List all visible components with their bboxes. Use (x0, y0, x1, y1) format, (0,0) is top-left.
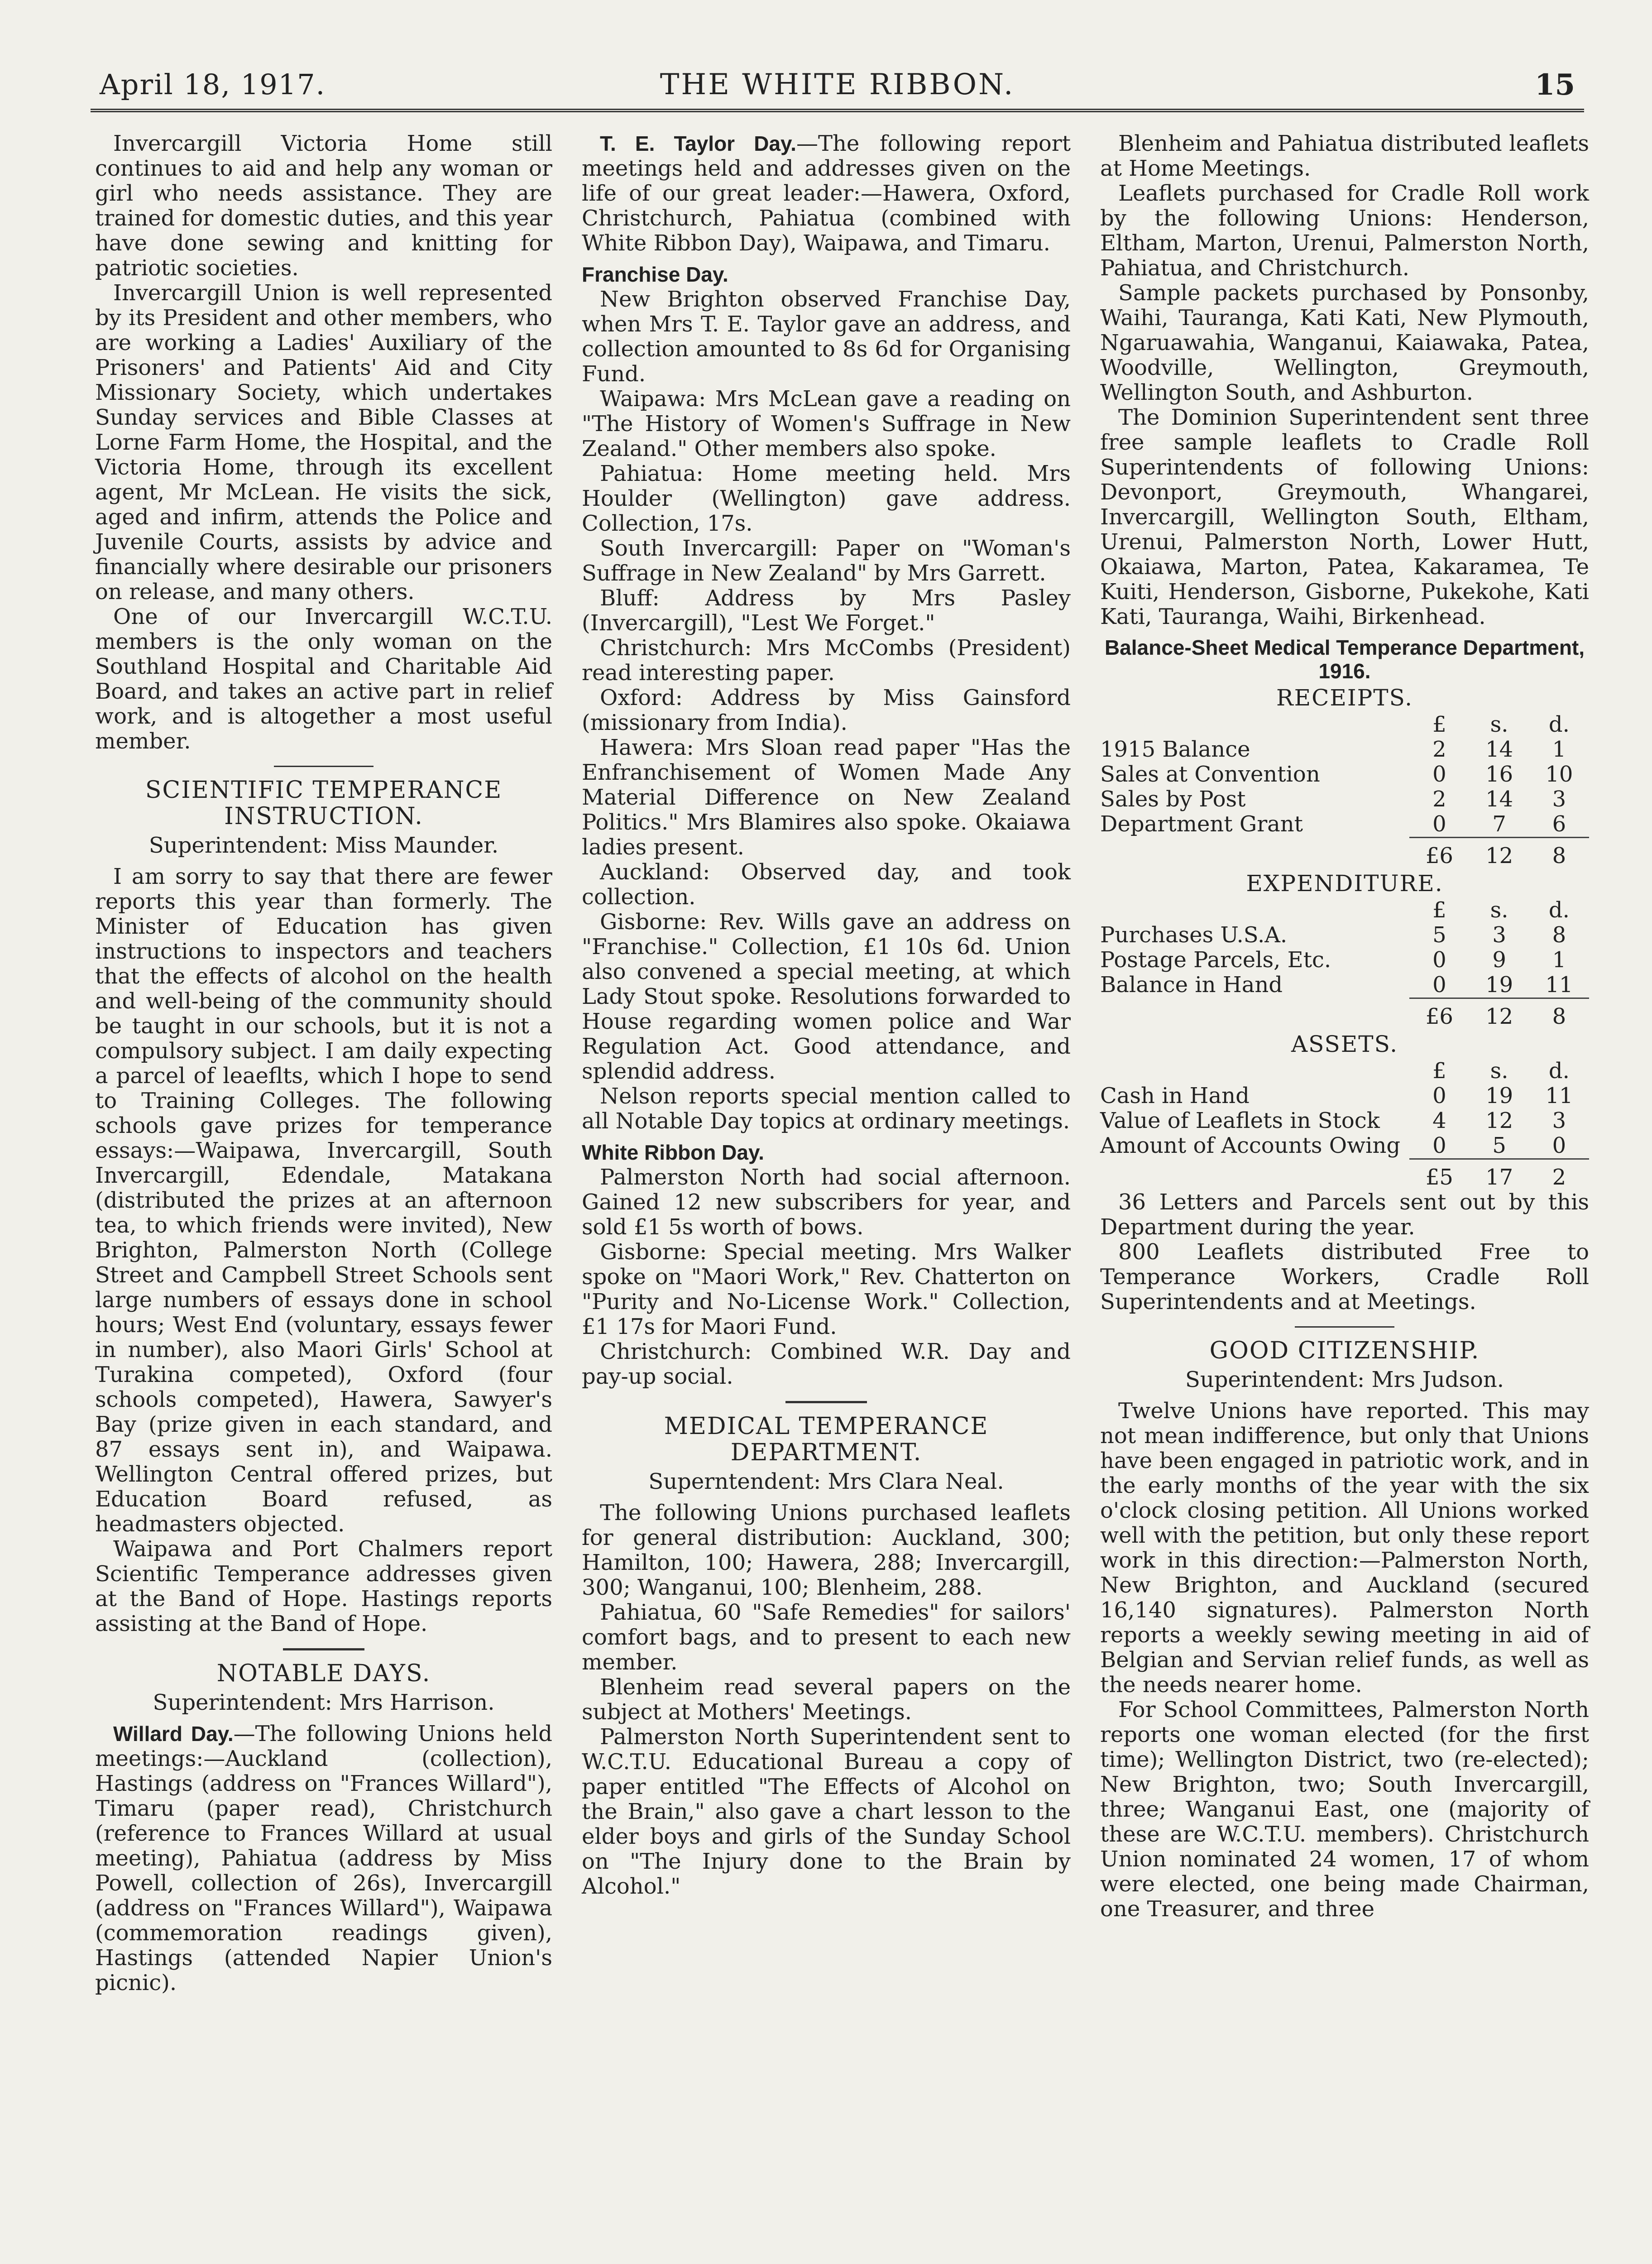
row-label: Purchases U.S.A. (1100, 922, 1288, 948)
pence-cell: 3 (1552, 787, 1566, 812)
shillings-cell: 5 (1492, 1133, 1506, 1158)
pounds-cell: 2 (1432, 787, 1446, 812)
section-title-scientific-temperance: SCIENTIFIC TEMPERANCE INSTRUCTION. (145, 777, 503, 830)
paragraph: Christchurch: Combined W.R. Day and pay-up social. (582, 1339, 1071, 1389)
table-row (1100, 1108, 1589, 1133)
publication-title: THE WHITE RIBBON. (660, 68, 1015, 101)
row-label: Sales by Post (1100, 787, 1246, 812)
paragraph: Palmerston North Superintendent sent to W.C.T.U. Educational Bureau a copy of paper entitled "The Effects of Alcohol on the Brain," also gave a chart lesson to the elder boys and girls of the Sunday School on "The Injury done to the Brain by Alcohol." (582, 1724, 1071, 1899)
table-row (1100, 973, 1589, 998)
row-label: Sales at Convention (1100, 762, 1320, 787)
shillings-cell: 3 (1492, 922, 1506, 948)
paragraph: 800 Leaflets distributed Free to Temperance Workers, Cradle Roll Superintendents and at Meetings. (1100, 1239, 1589, 1314)
paragraph: Oxford: Address by Miss Gainsford (missionary from India). (582, 685, 1071, 735)
subheading-franchise-day: Franchise Day. (582, 263, 728, 286)
paragraph: Blenheim read several papers on the subject at Mothers' Meetings. (582, 1674, 1071, 1725)
pence-total: 8 (1529, 838, 1589, 869)
table-row (1100, 948, 1589, 973)
paragraph: Pahiatua, 60 "Safe Remedies" for sailors' comfort bags, and to present to each new member. (582, 1600, 1071, 1675)
row-label: Cash in Hand (1100, 1083, 1250, 1108)
table-row (1100, 923, 1589, 948)
paragraph: Twelve Unions have reported. This may not mean indifference, but only that Unions have been engaged in patriotic work, and in the early months of the year with the six o'clock closing petition. All Unions worked well with the petition, but only these report work in this direction:—Palmerston North, New Brighton, and Auckland (secured 16,140 signatures). Palmerston North reports a weekly sewing meeting in aid of Belgian and Servian relief funds, as well as the needs nearer home. (1100, 1398, 1589, 1698)
superintendent-line: Superintendent: Miss Maunder. (148, 833, 499, 858)
table-row (1100, 787, 1589, 812)
issue-date: April 18, 1917. (100, 68, 326, 101)
receipts-table (1100, 712, 1589, 868)
paragraph-text: —The following report meetings held and addresses given on the life of our great leader:—Hawera, Oxford, Christchurch, Pahiatua (combined with White Ribbon Day), Waipawa, and Timaru. (582, 131, 1071, 256)
subheading-white-ribbon-day: White Ribbon Day. (582, 1141, 764, 1164)
pounds-cell: 0 (1432, 811, 1446, 837)
pence-header: d. (1548, 897, 1570, 923)
pence-cell: 1 (1552, 947, 1566, 973)
shillings-cell: 14 (1485, 787, 1513, 812)
row-label: Amount of Accounts Owing (1100, 1133, 1401, 1158)
pence-cell: 1 (1552, 737, 1566, 762)
paragraph: New Brighton observed Franchise Day, when Mrs T. E. Taylor gave an address, and collection amounted to 8s 6d for Organising Fund. (582, 287, 1071, 387)
column-header-row (1100, 712, 1589, 737)
superintendent-line: Superntendent: Mrs Clara Neal. (648, 1469, 1004, 1494)
pounds-total: £6 (1409, 998, 1469, 1030)
shillings-cell: 7 (1492, 811, 1506, 837)
page-number: 15 (1534, 68, 1575, 102)
pounds-header: £ (1432, 1058, 1446, 1084)
paragraph: Leaflets purchased for Cradle Roll work by the following Unions: Henderson, Eltham, Marton, Urenui, Palmerston North, Pahiatua, and Christchurch. (1100, 181, 1589, 281)
pounds-cell: 5 (1432, 922, 1446, 948)
pence-cell: 0 (1552, 1133, 1566, 1158)
expenditure-heading: EXPENDITURE. (1246, 870, 1443, 897)
paragraph: 36 Letters and Parcels sent out by this Department during the year. (1100, 1190, 1589, 1240)
divider (1295, 1326, 1394, 1328)
assets-table (1100, 1059, 1589, 1190)
total-row (1100, 1159, 1589, 1190)
paragraph: Auckland: Observed day, and took collection. (582, 859, 1071, 910)
divider (785, 1401, 867, 1403)
paragraph: Waipawa and Port Chalmers report Scientific Temperance addresses given at the Band of Hope. Hastings reports assisting at the Band of Hope. (95, 1536, 552, 1636)
page-header (91, 59, 1584, 112)
pounds-cell: 0 (1432, 1133, 1446, 1158)
paragraph: Gisborne: Rev. Wills gave an address on "Franchise." Collection, £1 10s 6d. Union also convened a special meeting, at which Lady Stout spoke. Resolutions forwarded to House regarding women police and War Regulation Act. Good attendance, and splendid address. (582, 909, 1071, 1084)
paragraph: Pahiatua: Home meeting held. Mrs Houlder (Wellington) gave address. Collection, 17s. (582, 461, 1071, 536)
pence-header: d. (1548, 1058, 1570, 1084)
pounds-total: £6 (1409, 838, 1469, 869)
shillings-header: s. (1490, 1058, 1508, 1084)
run-in-heading: T. E. Taylor Day. (600, 132, 796, 155)
paragraph: Hawera: Mrs Sloan read paper "Has the Enfranchisement of Women Made Any Material Difference on New Zealand Politics." Mrs Blamires also spoke. Okaiawa ladies present. (582, 735, 1071, 860)
paragraph: Bluff: Address by Mrs Pasley (Invercargill), "Lest We Forget." (582, 585, 1071, 636)
pounds-header: £ (1432, 897, 1446, 923)
superintendent-line: Superintendent: Mrs Judson. (1185, 1367, 1504, 1392)
column-1 (95, 131, 552, 1995)
column-2 (582, 131, 1071, 1899)
shillings-cell: 12 (1485, 1108, 1513, 1133)
pounds-cell: 0 (1432, 1083, 1446, 1108)
total-row (1100, 998, 1589, 1030)
pence-cell: 6 (1552, 811, 1566, 837)
paragraph-willard-day (95, 1722, 552, 1995)
paragraph-text: —The following Unions held meetings:—Auckland (collection), Hastings (address on "Frances Willard"), Timaru (paper read), Christchurch (reference to Frances Willard at usual meeting), Pahiatua (address by Miss Powell, collection of 26s), Invercargill (address on "Frances Willard"), Waipawa (commemoration readings given), Hastings (attended Napier Union's picnic). (95, 1721, 553, 1995)
paragraph: The following Unions purchased leaflets for general distribution: Auckland, 300; Hamilton, 100; Hawera, 288; Invercargill, 300; Wanganui, 100; Blenheim, 288. (582, 1500, 1071, 1600)
table-row (1100, 812, 1589, 838)
column-3 (1100, 131, 1589, 1922)
shillings-total: 17 (1470, 1159, 1529, 1190)
paragraph: Christchurch: Mrs McCombs (President) read interesting paper. (582, 635, 1071, 686)
paragraph: Waipawa: Mrs McLean gave a reading on "The History of Women's Suffrage in New Zealand." Other members also spoke. (582, 386, 1071, 461)
pence-total: 2 (1529, 1159, 1589, 1190)
pounds-cell: 2 (1432, 737, 1446, 762)
shillings-cell: 19 (1485, 1083, 1513, 1108)
paragraph: The Dominion Superintendent sent three free sample leaflets to Cradle Roll Superintendents of following Unions: Devonport, Greymouth, Whangarei, Invercargill, Wellington South, Eltham, Urenui, Palmerston North, Lower Hutt, Okaiawa, Marton, Patea, Kakaramea, Te Kuiti, Henderson, Gisborne, Pukekohe, Kati Kati, Tauranga, Waihi, Birkenhead. (1100, 405, 1589, 629)
pence-header: d. (1548, 712, 1570, 737)
divider (274, 766, 373, 767)
pence-cell: 10 (1545, 762, 1573, 787)
shillings-cell: 16 (1485, 762, 1513, 787)
paragraph: Blenheim and Pahiatua distributed leaflets at Home Meetings. (1100, 131, 1589, 181)
paragraph: One of our Invercargill W.C.T.U. members is the only woman on the Southland Hospital and Charitable Aid Board, and takes an active part in relief work, and is altogether a most useful member. (95, 604, 552, 754)
paragraph: I am sorry to say that there are fewer reports this year than formerly. The Minister of Education has given instructions to inspectors and teachers that the effects of alcohol on the health and well-being of the community should be taught in our schools, but it is not a compulsory subject. I am daily expecting a parcel of leaeflts, which I hope to send to Training Colleges. The following schools gave prizes for temperance essays:—Waipawa, Invercargill, South Invercargill, Edendale, Matakana (distributed the prizes at an afternoon tea, to which friends were invited), New Brighton, Palmerston North (College Street and Campbell Street Schools sent large numbers of essays done in school hours; West End (voluntary, essays fewer in number), also Maori Girls' School at Turakina competed), Oxford (four schools competed), Hawera, Sawyer's Bay (prize given in each standard, and 87 essays sent in), and Waipawa. Wellington Central offered prizes, but Education Board refused, as headmasters objected. (95, 864, 552, 1537)
pounds-cell: 0 (1432, 947, 1446, 973)
pence-total: 8 (1529, 998, 1589, 1030)
pence-cell: 3 (1552, 1108, 1566, 1133)
balance-sheet-title: Balance-Sheet Medical Temperance Department, 1916. (1104, 636, 1585, 683)
pence-cell: 11 (1545, 1083, 1573, 1108)
paragraph: Invercargill Union is well represented by its President and other members, who are working a Ladies' Auxiliary of the Prisoners' and Patients' Aid and City Missionary Society, which undertakes Sunday services and Bible Classes at Lorne Farm Home, the Hospital, and the Victoria Home, through its excellent agent, Mr McLean. He visits the sick, aged and infirm, attends the Police and Juvenile Courts, assists by advice and financially where desirable our prisoners on release, and many others. (95, 280, 552, 604)
paragraph: Gisborne: Special meeting. Mrs Walker spoke on "Maori Work," Rev. Chatterton on "Purity and No-License Work." Collection, £1 17s for Maori Fund. (582, 1239, 1071, 1339)
pounds-cell: 4 (1432, 1108, 1446, 1133)
row-label: Postage Parcels, Etc. (1100, 947, 1331, 973)
shillings-cell: 14 (1485, 737, 1513, 762)
run-in-heading: Willard Day. (113, 1722, 234, 1746)
row-label: Department Grant (1100, 811, 1303, 837)
shillings-header: s. (1490, 712, 1508, 737)
assets-heading: ASSETS. (1291, 1031, 1398, 1057)
table-row (1100, 737, 1589, 762)
shillings-cell: 9 (1492, 947, 1506, 973)
pounds-total: £5 (1409, 1159, 1469, 1190)
row-label: Balance in Hand (1100, 972, 1283, 998)
paragraph: South Invercargill: Paper on "Woman's Suffrage in New Zealand" by Mrs Garrett. (582, 536, 1071, 586)
expenditure-table (1100, 898, 1589, 1029)
row-label: 1915 Balance (1100, 737, 1250, 762)
paragraph: Sample packets purchased by Ponsonby, Waihi, Tauranga, Kati Kati, New Plymouth, Ngaruawahia, Wanganui, Kaiawaka, Patea, Woodville, Wellington, Greymouth, Wellington South, and Ashburton. (1100, 280, 1589, 405)
pence-cell: 8 (1552, 922, 1566, 948)
pounds-cell: 0 (1432, 762, 1446, 787)
superintendent-line: Superintendent: Mrs Harrison. (153, 1690, 495, 1715)
shillings-cell: 19 (1485, 972, 1513, 998)
pounds-cell: 0 (1432, 972, 1446, 998)
pounds-header: £ (1432, 712, 1446, 737)
shillings-total: 12 (1470, 998, 1529, 1030)
section-title-good-citizenship: GOOD CITIZENSHIP. (1209, 1337, 1480, 1364)
table-row (1100, 1084, 1589, 1108)
shillings-header: s. (1490, 897, 1508, 923)
paragraph: For School Committees, Palmerston North reports one woman elected (for the first time); Wellington District, two (re-elected); New Brighton, two; South Invercargill, three; Wanganui East, one (majority of these are W.C.T.U. members). Christchurch Union nominated 24 women, 17 of whom were elected, one being made Chairman, one Treasurer, and three (1100, 1697, 1589, 1922)
column-header-row (1100, 1059, 1589, 1084)
shillings-total: 12 (1470, 838, 1529, 869)
pence-cell: 11 (1545, 972, 1573, 998)
paragraph: Invercargill Victoria Home still continues to aid and help any woman or girl who needs assistance. They are trained for domestic duties, and this year have done sewing and knitting for patriotic societies. (95, 131, 552, 281)
paragraph: Nelson reports special mention called to all Notable Day topics at ordinary meetings. (582, 1084, 1071, 1134)
total-row (1100, 838, 1589, 869)
column-header-row (1100, 898, 1589, 923)
table-row (1100, 762, 1589, 787)
paragraph: Palmerston North had social afternoon. Gained 12 new subscribers for year, and sold £1 5s worth of bows. (582, 1165, 1071, 1240)
paragraph-taylor-day (582, 131, 1071, 256)
section-title-notable-days: NOTABLE DAYS. (216, 1660, 431, 1687)
receipts-heading: RECEIPTS. (1276, 685, 1413, 711)
divider (283, 1648, 364, 1650)
row-label: Value of Leaflets in Stock (1100, 1108, 1380, 1133)
section-title-medical-temperance: MEDICAL TEMPERANCE DEPARTMENT. (664, 1413, 989, 1466)
table-row (1100, 1133, 1589, 1159)
